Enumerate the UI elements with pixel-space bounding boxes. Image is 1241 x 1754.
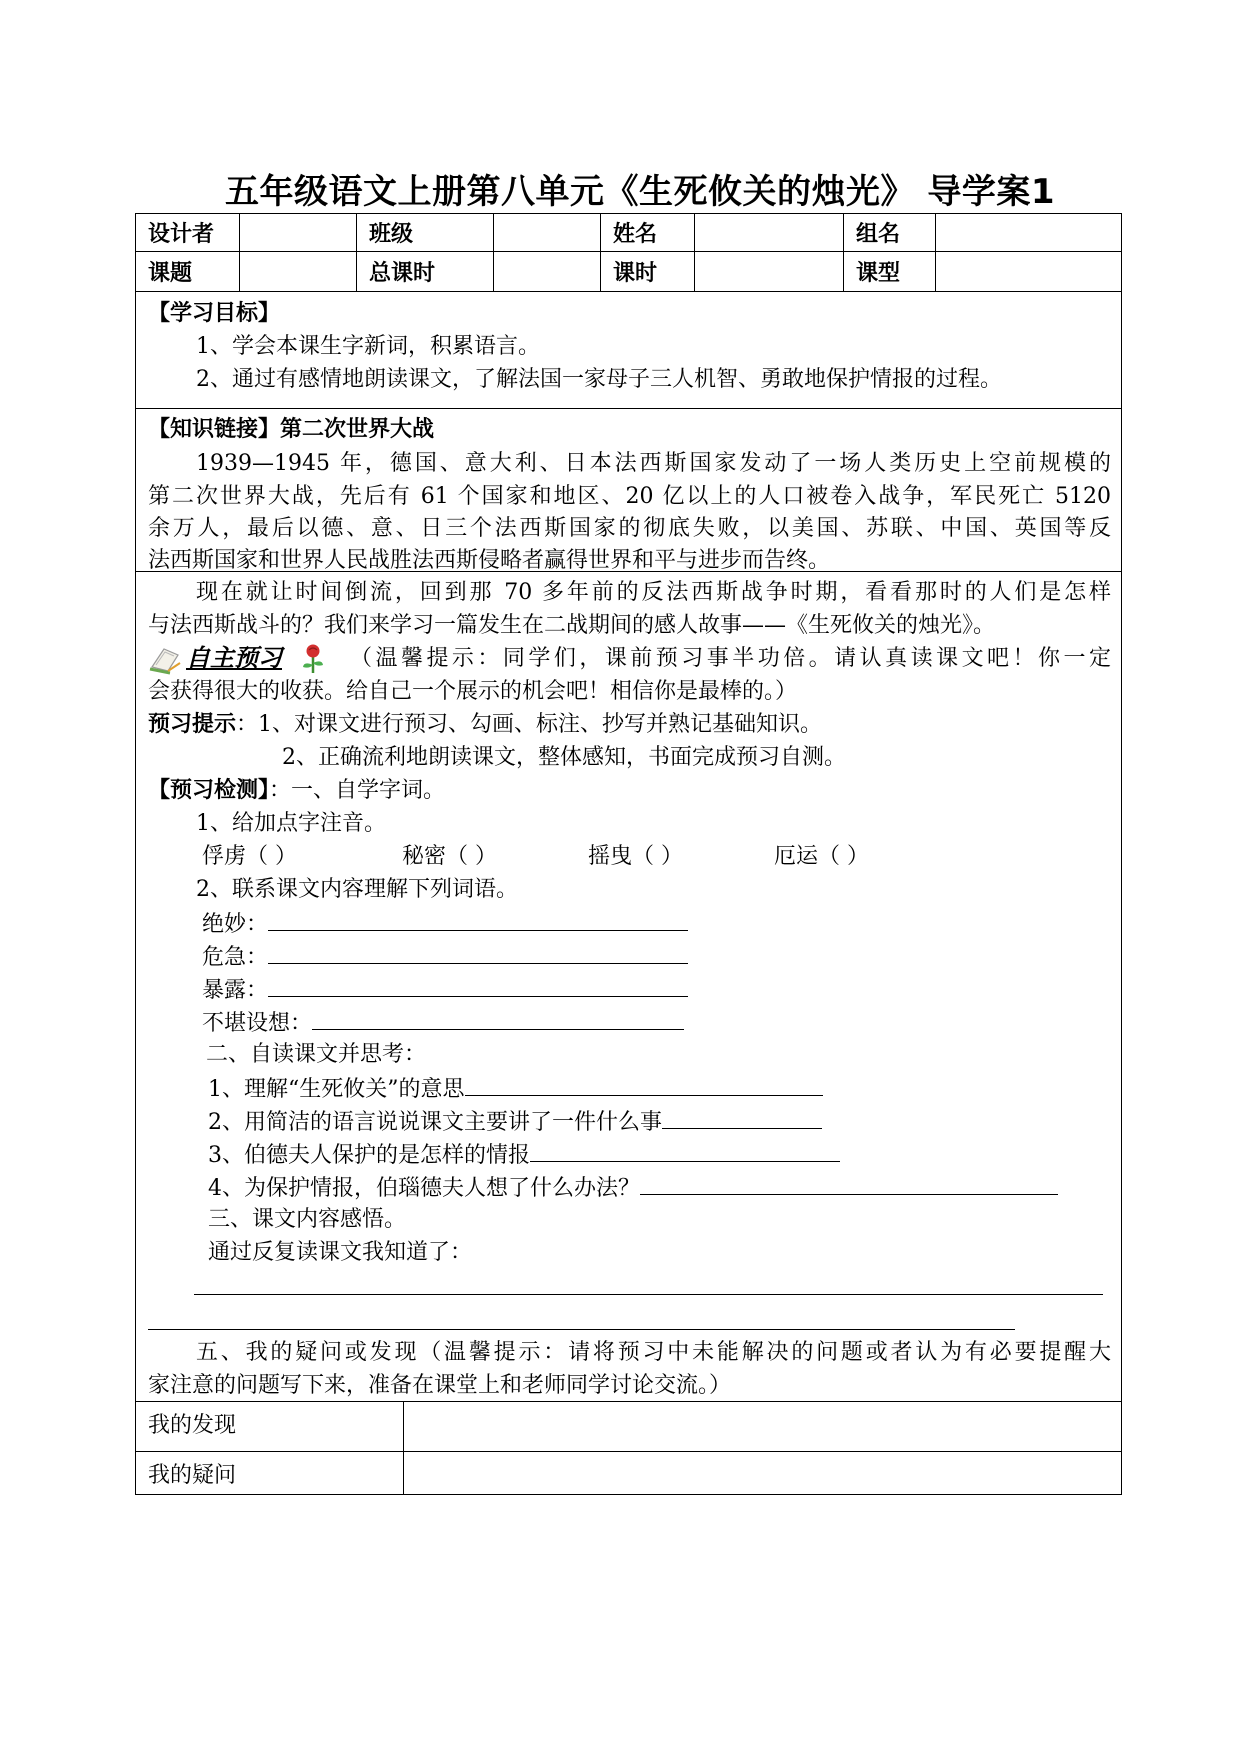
label-topic: 课题 [136,252,240,291]
book-icon [148,643,184,675]
think-row-2 [148,1104,1111,1139]
knowledge-line-1: 1939—1945 年，德国、意大利、日本法西斯国家发动了一场人类历史上空前规模的 [196,451,1111,476]
learned-prompt: 通过反复读课文我知道了： [208,1240,473,1265]
knowledge-line-2: 第二次世界大战，先后有 61 个国家和地区、20 亿以上的人口被卷入战争，军民死亡 5120 [148,484,1111,509]
label-total-periods: 总课时 [357,252,494,291]
page-title: 五年级语文上册第八单元《生死攸关的烛光》 导学案1 [225,172,1055,212]
vocab-answer-line-3[interactable] [268,972,688,997]
label-name: 姓名 [601,214,695,251]
self-study-tip-1: （温馨提示：同学们，课前预习事半功倍。请认真读课文吧！你一定 [350,646,1111,671]
rose-icon [298,643,328,675]
label-lesson-type: 课型 [844,252,936,291]
think-row-1 [148,1071,1111,1106]
goals-heading: 【学习目标】 [148,301,281,326]
pinyin-word-2[interactable]: 秘密（ ） [402,844,497,869]
think-answer-line-3[interactable] [530,1137,840,1162]
label-my-question: 我的疑问 [136,1452,404,1494]
section-2-heading: 二、自读课文并思考： [206,1042,427,1067]
reflection-answer-line-2[interactable] [148,1329,1015,1330]
think-row-4 [148,1170,1111,1205]
my-question-field[interactable] [404,1452,1121,1494]
intro-line-1: 现在就让时间倒流，回到那 70 多年前的反法西斯战争时期，看看那时的人们是怎样 [196,580,1111,605]
knowledge-line-3: 余万人，最后以德、意、日三个法西斯国家的彻底失败，以美国、苏联、中国、英国等反 [148,516,1111,541]
question-row [136,1452,1121,1494]
vocab-answer-line-4[interactable] [312,1005,684,1030]
preview-tips-item-1: ：1、对课文进行预习、勾画、标注、抄写并熟记基础知识。 [236,712,823,737]
vocab-answer-line-2[interactable] [268,939,688,964]
total-periods-field[interactable] [494,252,601,291]
vocab-label-4: 不堪设想： [202,1011,313,1036]
reflection-answer-line-1[interactable] [194,1294,1103,1295]
info-row-2 [136,252,1121,292]
think-q-2: 2、用简洁的语言说说课文主要讲了一件什么事 [208,1110,662,1135]
worksheet-frame [135,213,1122,1495]
intro-line-2: 与法西斯战斗的？我们来学习一篇发生在二战期间的感人故事——《生死攸关的烛光》。 [148,613,996,638]
section-5-line-1: 五、我的疑问或发现（温馨提示：请将预习中未能解决的问题或者认为有必要提醒大 [196,1340,1111,1365]
label-designer: 设计者 [136,214,240,251]
label-group: 组名 [844,214,936,251]
think-q-3: 3、伯德夫人保护的是怎样的情报 [208,1143,530,1168]
q2-heading: 2、联系课文内容理解下列词语。 [196,877,518,902]
goal-item-2: 2、通过有感情地朗读课文，了解法国一家母子三人机智、勇敢地保护情报的过程。 [196,367,1002,392]
section-1-heading: ：一、自学字词。 [269,778,446,803]
think-answer-line-4[interactable] [640,1170,1058,1195]
lesson-type-field[interactable] [936,252,1121,291]
designer-field[interactable] [240,214,357,251]
label-my-discovery: 我的发现 [136,1402,404,1451]
vocab-label-1: 绝妙： [202,912,269,937]
self-study-label: 自主预习 [186,644,282,672]
think-q-4: 4、为保护情报，伯瑙德夫人想了什么办法？ [208,1176,640,1201]
q1-heading: 1、给加点字注音。 [196,811,386,836]
vocab-row-2 [148,939,1111,974]
pinyin-row [148,840,1111,873]
section-5-line-2: 家注意的问题写下来，准备在课堂上和老师同学讨论交流。） [148,1373,732,1398]
pinyin-word-4[interactable]: 厄运（ ） [774,844,869,869]
info-row-1 [136,214,1121,252]
name-field[interactable] [695,214,844,251]
pinyin-word-1[interactable]: 俘虏（ ） [202,844,297,869]
pinyin-word-3[interactable]: 摇曳（ ） [588,844,683,869]
label-period: 课时 [601,252,695,291]
goal-item-1: 1、学会本课生字新词，积累语言。 [196,334,540,359]
group-field[interactable] [936,214,1121,251]
topic-field[interactable] [240,252,357,291]
self-study-line [148,642,1111,675]
think-answer-line-1[interactable] [465,1071,823,1096]
preview-test-line [148,774,1111,807]
period-field[interactable] [695,252,844,291]
section-3-heading: 三、课文内容感悟。 [208,1207,407,1232]
vocab-row-3 [148,972,1111,1007]
self-study-tip-2: 会获得很大的收获。给自己一个展示的机会吧！相信你是最棒的。） [148,679,798,704]
knowledge-heading: 【知识链接】第二次世界大战 [148,417,435,442]
think-answer-line-2[interactable] [662,1104,822,1129]
preview-tips-label: 预习提示 [148,712,237,737]
vocab-label-2: 危急： [202,945,269,970]
class-field[interactable] [494,214,601,251]
think-q-1: 1、理解“生死攸关”的意思 [208,1077,465,1102]
preview-tips-item-2: 2、正确流利地朗读课文，整体感知，书面完成预习自测。 [282,745,846,770]
preview-tips-line-1 [148,708,1111,741]
vocab-label-3: 暴露： [202,978,269,1003]
vocab-row-4 [148,1005,1111,1040]
knowledge-line-4: 法西斯国家和世界人民战胜法西斯侵略者赢得世界和平与进步而告终。 [148,548,831,573]
my-discovery-field[interactable] [404,1402,1121,1451]
preview-section [136,572,1121,1402]
label-class: 班级 [357,214,494,251]
think-row-3 [148,1137,1111,1172]
knowledge-link-section [136,409,1121,572]
vocab-answer-line-1[interactable] [268,906,688,931]
learning-goals-section [136,292,1121,409]
vocab-row-1 [148,906,1111,941]
discovery-row [136,1402,1121,1452]
preview-test-label: 【预习检测】 [148,778,270,803]
